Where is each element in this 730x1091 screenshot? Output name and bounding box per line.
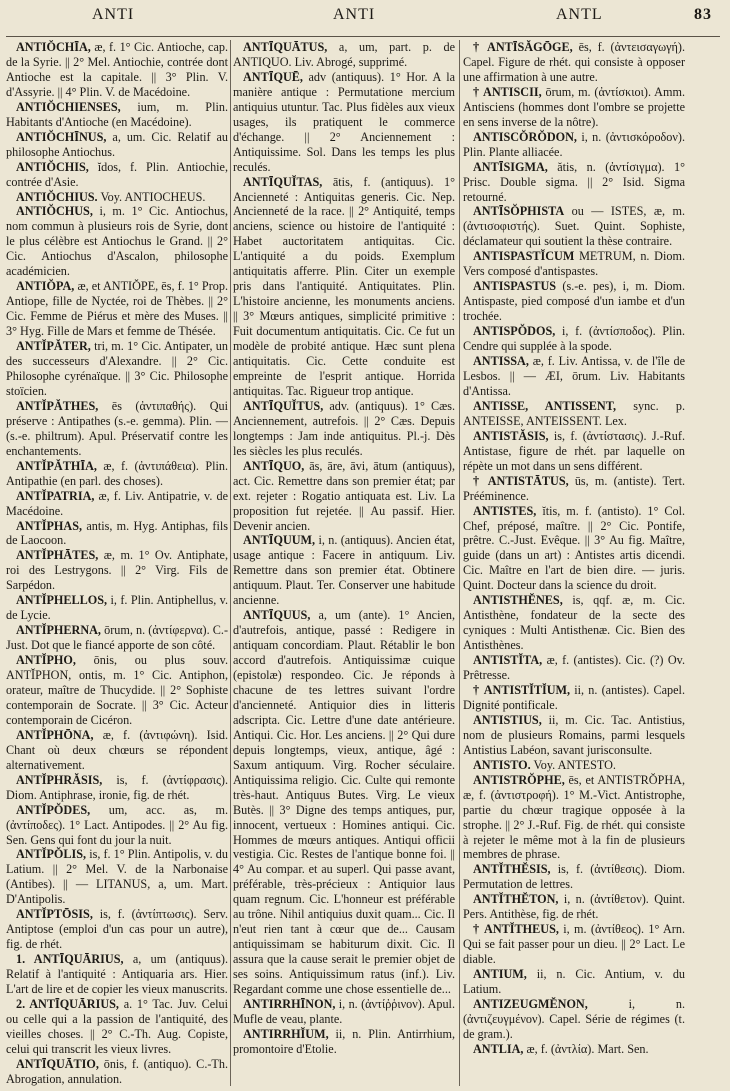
entry-definition: æ, et ANTIŎPE, ēs, f. 1° Prop. Antiope, fille de Nyctée, roi de Thèbes. || 2° Cic. Femme de Piérus et mère des Muses. || 3° Hyg. Fille de Mars et femme de Thésée. <box>6 279 228 339</box>
entry-headword: ANTIZEUGMĔNON, <box>473 997 588 1011</box>
entry-definition: (s.-e. pes), i, m. Diom. Antispaste, pied composé d'un iambe et d'un trochée. <box>463 279 685 324</box>
dictionary-entry <box>463 324 685 354</box>
entry-definition: Voy. ANTIOCHEUS. <box>100 189 206 204</box>
entry-headword: ANTĪQUUS, <box>243 608 311 623</box>
entry-definition: METRUM, n. Diom. Vers composé d'antispastes. <box>463 249 685 279</box>
entry-headword: ANTIRRHĬUM, <box>243 1026 329 1041</box>
entry-definition: ēs (ἀντιπαθής). Qui préserve : Antipathes (s.-e. gemma). Plin. — (s.-e. philtrum). Apul. Préservatif contre les enchantements. <box>6 398 228 458</box>
dictionary-entry <box>6 548 228 593</box>
entry-definition: æ, f. (ἀντιφώνη). Isid. Chant où deux chœurs se répondent alternativement. <box>6 727 228 772</box>
entry-definition: ium, m. Plin. Habitants d'Antioche (en Macédoine). <box>6 99 228 129</box>
entry-definition: is, f. 1° Plin. Antipolis, v. du Latium. || 2° Mel. V. de la Narbonaise (Antibes). || — LITANUS, a, um. Mart. D'Antipolis. <box>6 847 228 907</box>
entry-headword: ANTIŎCHIENSES, <box>16 99 121 114</box>
entry-headword: ANTISTĬTA, <box>473 653 543 668</box>
dictionary-entry <box>463 474 685 504</box>
header-rule <box>6 36 720 37</box>
dictionary-entry <box>6 204 228 279</box>
dictionary-entry <box>463 504 685 594</box>
dictionary-entry <box>233 459 455 534</box>
dictionary-entry <box>233 399 455 459</box>
entry-definition: æ, f. Liv. Antipatrie, v. de Macédoine. <box>6 488 228 518</box>
entry-headword: ANTĬPTŌSIS, <box>16 907 93 922</box>
header-right-guideword: ANTL <box>556 6 603 23</box>
dictionary-entry <box>6 623 228 653</box>
dictionary-entry <box>6 130 228 160</box>
dictionary-entry <box>463 279 685 324</box>
dictionary-entry <box>463 249 685 279</box>
entry-definition: a, um. Cic. Relatif au philosophe Antiochus. <box>6 129 228 159</box>
entry-headword: ANTĪQUĒ, <box>243 69 303 84</box>
entry-headword: ANTĪSIGMA, <box>473 159 548 174</box>
dictionary-entry <box>6 1057 228 1086</box>
entry-definition: tri, m. 1° Cic. Antipater, un des successeurs d'Alexandre. || 2° Cic. Philosophe cyrénaïque. || 3° Cic. Philosophe stoïcien. <box>6 339 228 398</box>
dictionary-entry <box>6 519 228 549</box>
entry-headword: ANTISTHĔNES, <box>473 593 563 608</box>
entry-headword: ANTĬPATRIA, <box>16 488 95 503</box>
entry-definition: ĭtis, m. f. (antisto). 1° Col. Chef, préposé, maître. || 2° Cic. Pontife, prêtre. C.-Just. Evêque. || 3° Au fig. Maître, guide (dans un art) : Antistes artis dicendi. Cic. Maître en l'art de bien dire. — juris. Quint. Docteur dans la science du droit. <box>463 503 685 593</box>
dictionary-entry <box>233 40 455 70</box>
dictionary-entry <box>233 1027 455 1057</box>
entry-headword: ANTĬPĂTHĪA, <box>16 458 97 473</box>
dictionary-entry <box>463 758 685 773</box>
entry-definition: is, qqf. æ, m. Cic. Antisthène, fondateur de la secte des cyniques : Multi Antisthenæ. Cic. Bien des Antisthènes. <box>463 593 685 653</box>
dictionary-entry <box>233 608 455 997</box>
entry-definition: i, f. Plin. Antiphellus, v. de Lycie. <box>6 593 228 623</box>
entry-definition: um, acc. as, m. (ἀντίποδες). 1° Lact. Antipodes. || 2° Au fig. Sen. Gens qui font du jour la nuit. <box>6 802 228 847</box>
entry-headword: ANTĪQUO, <box>243 458 305 473</box>
dictionary-entry <box>6 907 228 952</box>
entry-definition: i, n. (ἀντίθετον). Quint. Pers. Antithèse, fig. de rhét. <box>463 892 685 922</box>
entry-headword: ANTIŎCHĪNUS, <box>16 129 107 144</box>
entry-headword: ANTIŎCHIS, <box>16 159 89 174</box>
entry-headword: ANTIŎCHĪA, <box>16 40 91 54</box>
entry-definition: i, n. (antiquus). Ancien état, usage antique : Facere in antiquum. Liv. Remettre dans son premier état. Obtinere antiquum. Plaut. Ter. Conserver une habitude ancienne. <box>233 533 455 608</box>
entry-definition: antis, m. Hyg. Antiphas, fils de Laocoon. <box>6 518 228 548</box>
entry-headword: ANTISCŎRŎDON, <box>473 129 577 144</box>
column-divider <box>230 40 231 1086</box>
entry-headword: ANTLIA, <box>473 1041 524 1056</box>
entry-definition: ūs, m. (antiste). Tert. Prééminence. <box>463 473 685 503</box>
entry-definition: ōrum, n. (ἀντίφερνα). C.-Just. Dot que le fiancé apporte de son côté. <box>6 623 228 653</box>
entry-definition: is, f. (ἀντίφρασις). Diom. Antiphrase, ironie, fig. de rhét. <box>6 772 228 802</box>
entry-headword: ANTĪQUUM, <box>243 533 316 548</box>
entry-headword: ANTIŎCHIUS. <box>16 189 98 204</box>
entry-definition: ōrum, m. (ἀντίσκιοι). Amm. Antisciens (hommes dont l'ombre se projette en sens inverse de la nôtre). <box>463 84 685 129</box>
dictionary-entry <box>463 354 685 399</box>
dictionary-entry <box>463 892 685 922</box>
entry-definition: is, f. (ἀντίστασις). J.-Ruf. Antistase, figure de rhét. par laquelle on répète un mot dans un sens différent. <box>463 428 685 473</box>
entry-headword: 2. ANTĪQUĀRIUS, <box>16 997 119 1011</box>
dictionary-entry <box>6 279 228 339</box>
entry-definition: a, um (antiquus). Relatif à l'antiquité : Antiquaria ars. Hier. L'art de lire et de copier les vieux manuscrits. <box>6 952 228 997</box>
entry-headword: ANTISSA, <box>473 354 529 369</box>
entry-headword: ANTISTO. <box>473 757 531 772</box>
entry-headword: ANTISTIUS, <box>473 712 542 727</box>
entry-definition: a, um (ante). 1° Ancien, d'autrefois, antique, passé : Redigere in antiquam concordiam. Plaut. Rétablir le bon accord d'autrefois. Antiquissimæ cuique (epistolæ) respondeo. Cic. Je réponds à chacune de tes lettres suivant l'ordre d'ancienneté. Antiquior dies in litteris adscripta. Cic. Lettre d'une date antérieure. Antiqui. Cic. Hor. Les anciens. || 2° Qui dure depuis longtemps, vieux, antique, âgé : Saxum antiquum. Virg. Rocher séculaire. Antiquissima religio. Cic. Culte qui remonte très-haut. Antiquus Butes. Virg. Le vieux Butès. || 3° Digne des temps antiques, pur, innocent, vertueux : Homines antiqui. Cic. Hommes de mœurs antiques. Antiqui officii vestigia. Cic. Restes de l'antique bonne foi. || 4° Au compar. et au superl. Qui passe avant, préférable, très-précieux : Antiquior laus quam regnum. Cic. L'honneur est préférable au trône. Nihil antiquius duxit quam... Cic. Il n'eut rien tant à cœur que de... Causam antiquissimam se habiturum dixit. Cic. Il assura que la cause serait le premier objet de ses soins. Antiquissimum ratus (inf.). Liv. Regardant comme une chose essentielle de... <box>233 608 455 997</box>
dictionary-entry <box>463 713 685 758</box>
entry-headword: ANTĬPŎLIS, <box>16 847 87 862</box>
entry-definition: adv. (antiquus). 1° Cæs. Anciennement, autrefois. || 2° Cæs. Depuis longtemps : Jam inde antiquitus. Pl.-j. Dès les siècles les plus reculés. <box>233 398 455 458</box>
entry-definition: is, f. (ἀντίπτωσις). Serv. Antiptose (emploi d'un cas pour un autre), fig. de rhét. <box>6 907 228 952</box>
entry-definition: æ, f. (antistes). Cic. (?) Ov. Prêtresse. <box>463 653 685 683</box>
entry-headword: ANTĪQUĀTUS, <box>243 40 328 54</box>
dictionary-entry <box>463 653 685 683</box>
column-divider <box>459 40 460 1086</box>
entry-headword: ANTIŎPA, <box>16 279 75 294</box>
running-header <box>0 2 730 32</box>
entry-headword: † ANTISTĬTĬUM, <box>473 682 571 697</box>
dictionary-entry <box>6 160 228 190</box>
entry-headword: ANTISSE, ANTISSENT, <box>473 398 616 413</box>
dictionary-entry <box>6 803 228 848</box>
entry-headword: ANTIŎCHUS, <box>16 204 93 219</box>
entry-definition: is, f. (ἀντίθεσις). Diom. Permutation de lettres. <box>463 862 685 892</box>
entry-headword: ANTISPASTĬCUM <box>473 249 575 264</box>
dictionary-entry <box>233 997 455 1027</box>
dictionary-entry <box>463 862 685 892</box>
entry-headword: † ANTISTĀTUS, <box>473 473 569 488</box>
entry-headword: ANTĬTHĔTON, <box>473 892 559 907</box>
entry-headword: ANTĬPHRĂSIS, <box>16 772 103 787</box>
entry-definition: ii, n. Plin. Antirrhium, promontoire d'Etolie. <box>233 1026 455 1056</box>
entry-definition: ēs, et ANTISTRŎPHA, æ, f. (ἀντιστροφή). 1° M.-Vict. Antistrophe, partie du chœur tragique opposée à la strophe. || 2° J.-Ruf. Fig. de rhét. qui consiste à rejeter le même mot à la fin de plusieurs membres de phrase. <box>463 772 685 862</box>
entry-definition: ii, n. Cic. Antium, v. du Latium. <box>463 967 685 997</box>
column-1 <box>6 40 228 1086</box>
entry-headword: ANTĬPHAS, <box>16 518 83 533</box>
entry-headword: ANTISTĂSIS, <box>473 428 549 443</box>
dictionary-entry <box>463 773 685 863</box>
entry-headword: ANTĬPHELLOS, <box>16 593 108 608</box>
entry-definition: æ, f. 1° Cic. Antioche, cap. de la Syrie. || 2° Mel. Antiochie, contrée dont Antioche est la capitale. || 3° Plin. V. d'Assyrie. || 4° Plin. V. de Macédoine. <box>6 40 228 99</box>
dictionary-entry <box>463 399 685 429</box>
dictionary-entry <box>6 952 228 997</box>
dictionary-entry <box>6 593 228 623</box>
entry-headword: ANTISTES, <box>473 503 537 518</box>
dictionary-entry <box>463 593 685 653</box>
entry-headword: ANTĬPĂTER, <box>16 339 91 354</box>
entry-headword: ANTISPASTUS <box>473 279 557 294</box>
entry-headword: ANTĬPHO, <box>16 653 76 668</box>
entry-definition: i, n. (ἀντίῤῥινον). Apul. Mufle de veau, plante. <box>233 997 455 1026</box>
entry-definition: ii, m. Cic. Tac. Antistius, nom de plusieurs Romains, parmi lesquels Antistius Labéon, savant jurisconsulte. <box>463 712 685 757</box>
dictionary-entry <box>463 85 685 130</box>
column-2 <box>233 40 455 1086</box>
entry-definition: æ, f. Liv. Antissa, v. de l'île de Lesbos. || — ÆI, ōrum. Liv. Habitants d'Antissa. <box>463 354 685 398</box>
dictionary-entry <box>6 339 228 399</box>
entry-headword: † ANTISCII, <box>473 84 542 99</box>
dictionary-entry <box>463 204 685 249</box>
entry-definition: i, n. (ἀντισκόροδον). Plin. Plante alliacée. <box>463 129 685 159</box>
entry-headword: ANTIRRHĪNON, <box>243 997 336 1011</box>
entry-headword: ANTĬPHERNA, <box>16 623 101 638</box>
page-number: 83 <box>694 6 712 23</box>
column-3 <box>463 40 685 1086</box>
entry-headword: † ANTĬTHEUS, <box>473 922 559 937</box>
entry-definition: æ, f. (ἀντλία). Mart. Sen. <box>526 1041 649 1056</box>
entry-headword: ANTĬPHĀTES, <box>16 548 99 563</box>
entry-definition: a. 1° Tac. Juv. Celui ou celle qui a la passion de l'antiquité, des vieilles choses. || 2° C.-Th. Aug. Copiste, celui qui transcrit les vieux livres. <box>6 997 228 1056</box>
dictionary-entry <box>463 683 685 713</box>
dictionary-entry <box>6 728 228 773</box>
dictionary-entry <box>463 997 685 1042</box>
dictionary-entry <box>233 175 455 399</box>
entry-headword: ANTIUM, <box>473 967 527 982</box>
entry-definition: ōnis, ou plus souv. ANTĬPHON, ontis, m. 1° Cic. Antiphon, orateur, maître de Thucydide. || 2° Sophiste contemporain de Socrate. || 3° Cic. Acteur contemporain de Cicéron. <box>6 653 228 727</box>
entry-definition: adv (antiquus). 1° Hor. A la manière antique : Permutatione mercium antiquius utuntur. Tac. Plus fidèles aux vieux usages, ils pratiquent le commerce d'échange. || 2° Anciennement : Antiquissime. Sol. Dans les temps les plus reculés. <box>233 69 455 174</box>
entry-headword: ANTĪQUĀTIO, <box>16 1056 99 1071</box>
entry-headword: ANTISTRŎPHE, <box>473 772 565 787</box>
entry-definition: sync. p. ANTEISSE, ANTEISSENT. Lex. <box>463 398 685 428</box>
entry-definition: ii, n. (antistes). Capel. Dignité pontificale. <box>463 682 685 712</box>
dictionary-entry <box>6 847 228 907</box>
dictionary-entry <box>6 100 228 130</box>
dictionary-entry <box>6 459 228 489</box>
entry-definition: ēs, f. (ἀντεισαγωγή). Capel. Figure de rhét. qui consiste à opposer une affirmation à une autre. <box>463 40 685 84</box>
dictionary-entry <box>233 533 455 608</box>
dictionary-entry <box>6 40 228 100</box>
dictionary-entry <box>6 190 228 205</box>
dictionary-entry <box>463 922 685 967</box>
dictionary-entry <box>463 1042 685 1057</box>
dictionary-entry <box>6 653 228 728</box>
entry-headword: † ANTĪSĂGŌGE, <box>473 40 573 54</box>
entry-definition: ătis, n. (ἀντίσιγμα). 1° Prisc. Double sigma. || 2° Isid. Sigma retourné. <box>463 159 685 204</box>
entry-headword: ANTĬTHĔSIS, <box>473 862 551 877</box>
entry-headword: ANTĬPĂTHES, <box>16 398 99 413</box>
entry-headword: ANTĬPHŌNA, <box>16 727 94 742</box>
dictionary-entry <box>463 130 685 160</box>
entry-definition: i, n. (ἀντιζευγμένον). Capel. Série de régimes (t. de gram.). <box>463 997 685 1041</box>
entry-headword: ANTĬPŎDES, <box>16 802 91 817</box>
dictionary-entry <box>6 489 228 519</box>
entry-definition: ās, āre, āvi, ātum (antiquus), act. Cic. Remettre dans son premier état; par ext. rejeter : Rogatio antiquata est. Liv. La proposition fut rejetée. || Au passif. Hier. Devenir ancien. <box>233 458 455 533</box>
dictionary-entry <box>463 429 685 474</box>
dictionary-entry <box>6 399 228 459</box>
entry-headword: 1. ANTĪQUĀRIUS, <box>16 952 124 967</box>
entry-headword: ANTISPŎDOS, <box>473 324 556 339</box>
entry-headword: ANTĪQUĬTUS, <box>243 398 324 413</box>
entry-headword: ANTĪQUĬTAS, <box>243 174 323 189</box>
entry-definition: a, um, part. p. de ANTIQUO. Liv. Abrogé, supprimé. <box>233 40 455 69</box>
entry-definition: ĭdos, f. Plin. Antiochie, contrée d'Asie. <box>6 159 228 189</box>
header-left-guideword: ANTI <box>92 6 135 23</box>
entry-definition: i, m. 1° Cic. Antiochus, nom commun à plusieurs rois de Syrie, dont le plus célèbre est Antiochus le Grand. || 2° Cic. Antiochus d'Ascalon, philosophe académicien. <box>6 204 228 279</box>
entry-definition: i, m. (ἀντίθεος). 1° Arn. Qui se fait passer pour un dieu. || 2° Lact. Le diable. <box>463 922 685 967</box>
entry-definition: æ, f. (ἀντιπάθεια). Plin. Antipathie (en parl. des choses). <box>6 458 228 488</box>
entry-definition: ātis, f. (antiquus). 1° Ancienneté : Antiquitas generis. Cic. Nep. Ancienneté de la race. || 2° Antiquité, temps anciens, science ou histoire de l'antiquité : Habet auctoritatem antiquitas. Cic. L'antiquité a du poids. Exemplum antiquitatis afferre. Plin. Citer un exemple pris dans l'antiquité. Antiquitates. Plin. L'histoire ancienne, les monuments anciens. || 3° Mœurs antiques, simplicité primitive : Fuit documentum antiquitatis. Cic. Ce fut un modèle de probité antique. Hæc sunt plena antiquitatis. Cic. Cette conduite est empreinte de l'esprit antique. Horrida antiquitas. Tac. Rigueur trop antique. <box>233 174 455 398</box>
entry-definition: Voy. ANTESTO. <box>533 757 616 772</box>
dictionary-entry <box>463 40 685 85</box>
entry-definition: ou — ISTES, æ, m. (ἀντισοφιστής). Suet. Quint. Sophiste, déclamateur qui soutient la thèse contraire. <box>463 204 685 249</box>
header-center-guideword: ANTI <box>333 6 376 23</box>
entry-definition: æ, m. 1° Ov. Antiphate, roi des Lestrygons. || 2° Virg. Fils de Sarpédon. <box>6 548 228 593</box>
dictionary-entry <box>463 160 685 205</box>
entry-headword: ANTĪSŎPHISTA <box>473 204 565 219</box>
dictionary-entry <box>233 70 455 175</box>
dictionary-entry <box>6 773 228 803</box>
entry-definition: i, f. (ἀντίσποδος). Plin. Cendre qui supplée à la spode. <box>463 324 685 354</box>
dictionary-entry <box>6 997 228 1057</box>
dictionary-entry <box>463 967 685 997</box>
entry-definition: ōnis, f. (antiquo). C.-Th. Abrogation, annulation. <box>6 1056 228 1086</box>
